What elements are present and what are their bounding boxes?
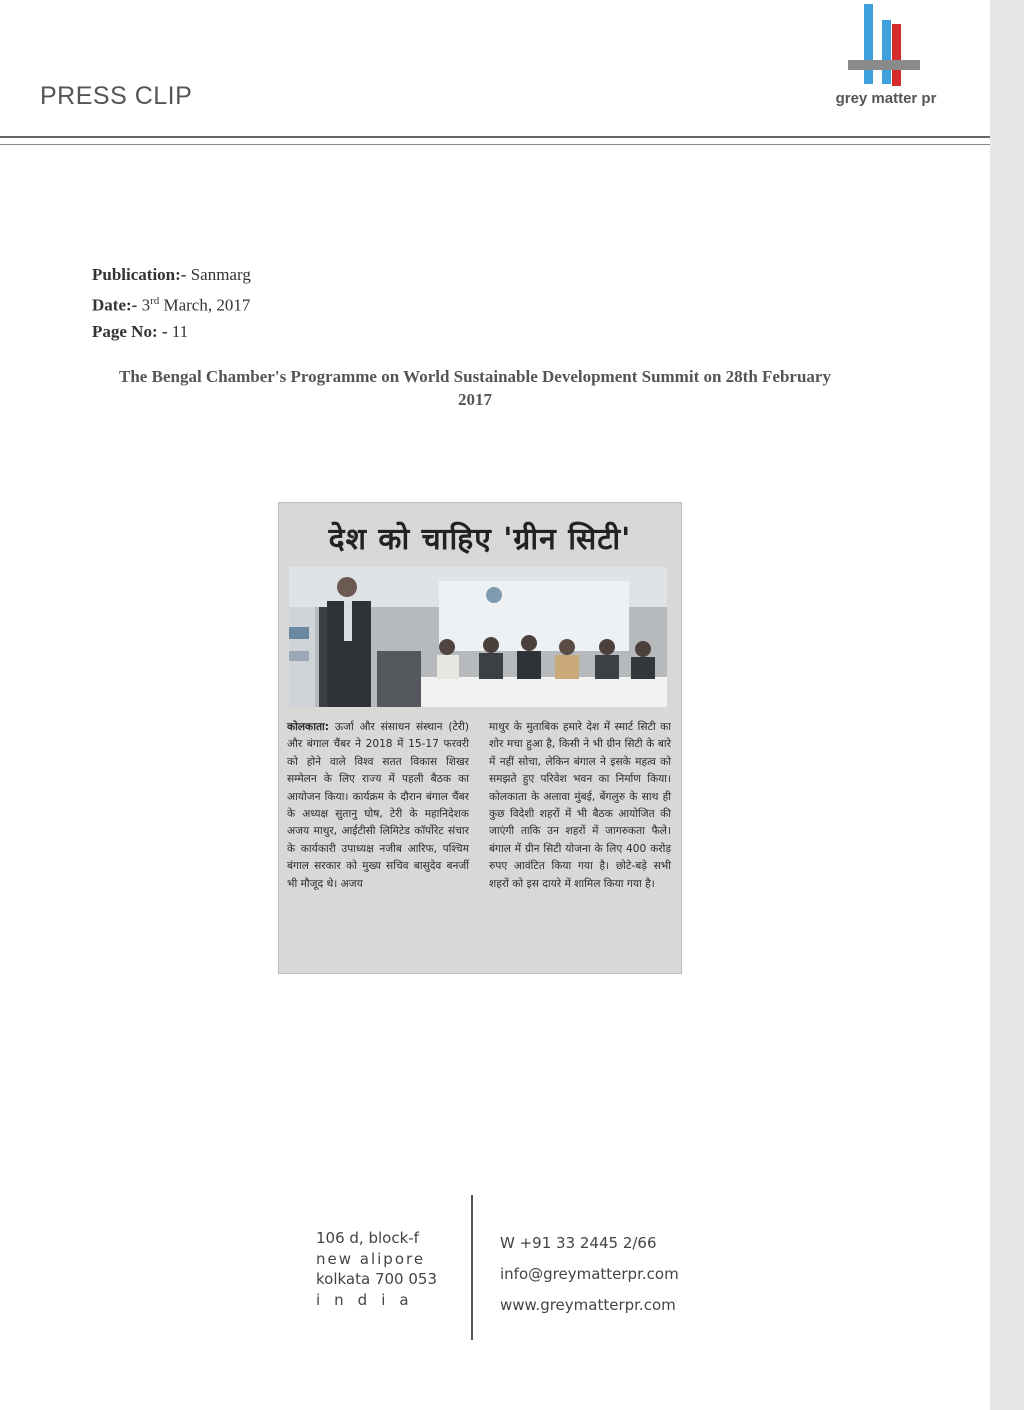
publication-line [92,262,251,288]
clip-headline: देश को चाहिए 'ग्रीन सिटी' [328,522,632,557]
address-line-4: india [316,1290,423,1309]
clip-column-left [287,719,469,893]
logo-text: grey matter pr [835,90,937,107]
clip-dateline: कोलकाता: [287,721,329,733]
event-photo [289,567,667,707]
date-line [92,288,251,319]
date-suffix: rd [150,295,160,307]
logo-mark-icon [828,4,948,94]
footer-address [316,1228,437,1310]
phone-number: W +91 33 2445 2/66 [500,1234,657,1252]
header-rule [0,136,990,138]
date-day: 3 [141,295,151,315]
scan-page-edge [990,0,1024,1410]
header-rule-thin [0,144,990,145]
clip-caption: The Bengal Chamber's Programme on World Sustainable Development Summit on 28th February 2017 [119,367,831,409]
grey-matter-logo [828,4,948,114]
date-rest: March, 2017 [163,295,251,315]
page-value: 11 [171,321,189,341]
email-link[interactable]: info@greymatterpr.com [500,1265,679,1283]
page-label: Page No: - [92,321,168,341]
address-line-3: kolkata 700 053 [316,1270,437,1288]
clip-column-right: माथुर के मुताबिक हमारे देश में स्मार्ट सिटी का शोर मचा हुआ है, किसी ने भी ग्रीन सिटी के बारे में नहीं सोचा, लेकिन बंगाल ने इसके महत्व को समझते हुए परिवेश भवन का निर्माण किया। कोलकाता के अलावा मुंबई, बेंगलुरु के साथ ही कुछ विदेशी शहरों में भी बैठक आयोजित की जाएंगी ताकि उन शहरों में जागरुकता फैले। बंगाल में ग्रीन सिटी योजना के लिए 400 करोड़ रुपए आवंटित किया गया है। छोटे-बड़े सभी शहरों को इस दायरे में शामिल किया गया है। [489,721,671,890]
website-link[interactable]: www.greymatterpr.com [500,1296,676,1314]
publication-meta [92,262,251,345]
page-line [92,319,251,345]
publication-label: Publication:- [92,265,187,284]
publication-value: Sanmarg [190,265,251,284]
address-line-2: new alipore [316,1249,426,1268]
footer-divider [471,1195,473,1340]
press-clip-title: PRESS CLIP [40,82,193,110]
address-line-1: 106 d, block-f [316,1229,419,1247]
clip-column-left-text: ऊर्जा और संसाधन संस्थान (टेरी) और बंगाल चैंबर ने 2018 में 15-17 फरवरी को होने वाले विश्व सतत विकास शिखर सम्मेलन के लिए राज्य में पहली बैठक का आयोजन किया। कार्यक्रम के दौरान बंगाल चैंबर के अध्यक्ष सुतानु घोष, टेरी के महानिदेशक अजय माथुर, आईटीसी लिमिटेड कॉर्पोरेट संचार के कार्यकारी उपाध्यक्ष नजीब आरिफ, पश्चिम बंगाल सरकार को मुख्य सचिव बासुदेव बनर्जी भी मौजूद थे। अजय [287,721,469,890]
newspaper-clipping [278,502,682,974]
date-label: Date:- [92,295,138,315]
footer-contact [500,1228,679,1321]
